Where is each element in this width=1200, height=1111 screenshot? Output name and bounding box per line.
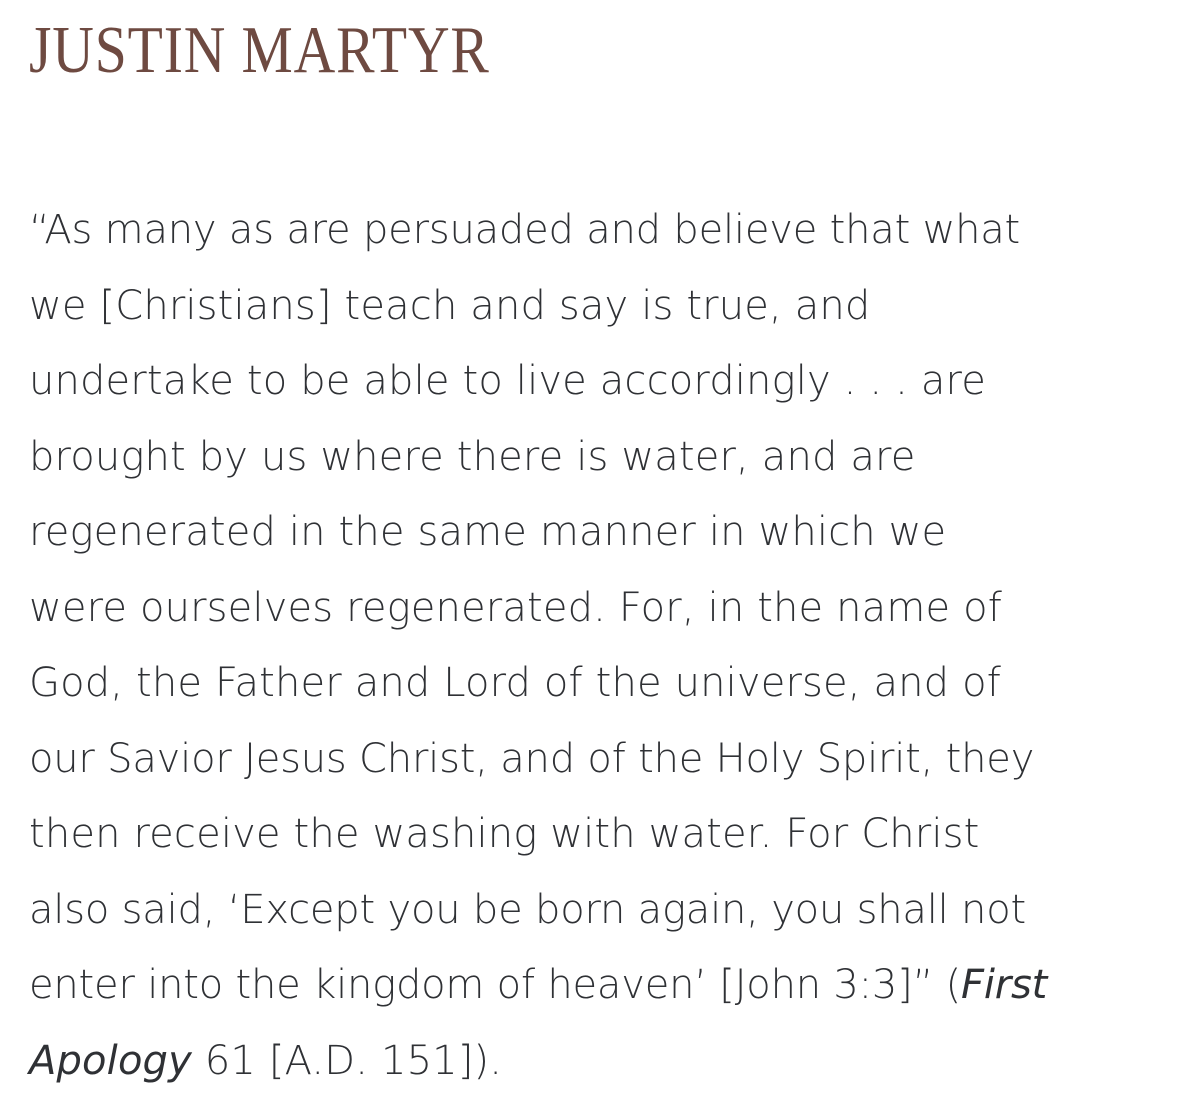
- quote-line: undertake to be able to live accordingly . . . are: [29, 358, 986, 404]
- quote-paragraph: [29, 193, 1184, 1099]
- quote-line: also said, ‘Except you be born again, you shall not: [29, 886, 1026, 933]
- quote-line-text: enter into the kingdom of heaven’ [John 3:3]” (: [29, 962, 962, 1008]
- quote-line: brought by us where there is water, and are: [29, 433, 916, 480]
- source-title-part: First: [961, 962, 1048, 1008]
- quote-line: our Savior Jesus Christ, and of the Holy Spirit, they: [29, 735, 1035, 782]
- quote-line-citation-start: [29, 948, 1184, 1024]
- source-citation: 61 [A.D. 151]).: [191, 1037, 503, 1084]
- quote-line: we [Christians] teach and say is true, and: [29, 282, 871, 329]
- quote-line: were ourselves regenerated. For, in the name of: [29, 584, 1002, 631]
- quote-line: God, the Father and Lord of the universe, and of: [29, 660, 1001, 706]
- page-title: JUSTIN MARTYR: [29, 13, 490, 87]
- quote-line: “As many as are persuaded and believe that what: [29, 207, 1021, 253]
- source-title-part: Apology: [29, 1037, 192, 1084]
- quote-line: then receive the washing with water. For Christ: [29, 811, 980, 857]
- quote-line-citation-end: [29, 1024, 1184, 1100]
- quote-line: regenerated in the same manner in which we: [29, 509, 947, 555]
